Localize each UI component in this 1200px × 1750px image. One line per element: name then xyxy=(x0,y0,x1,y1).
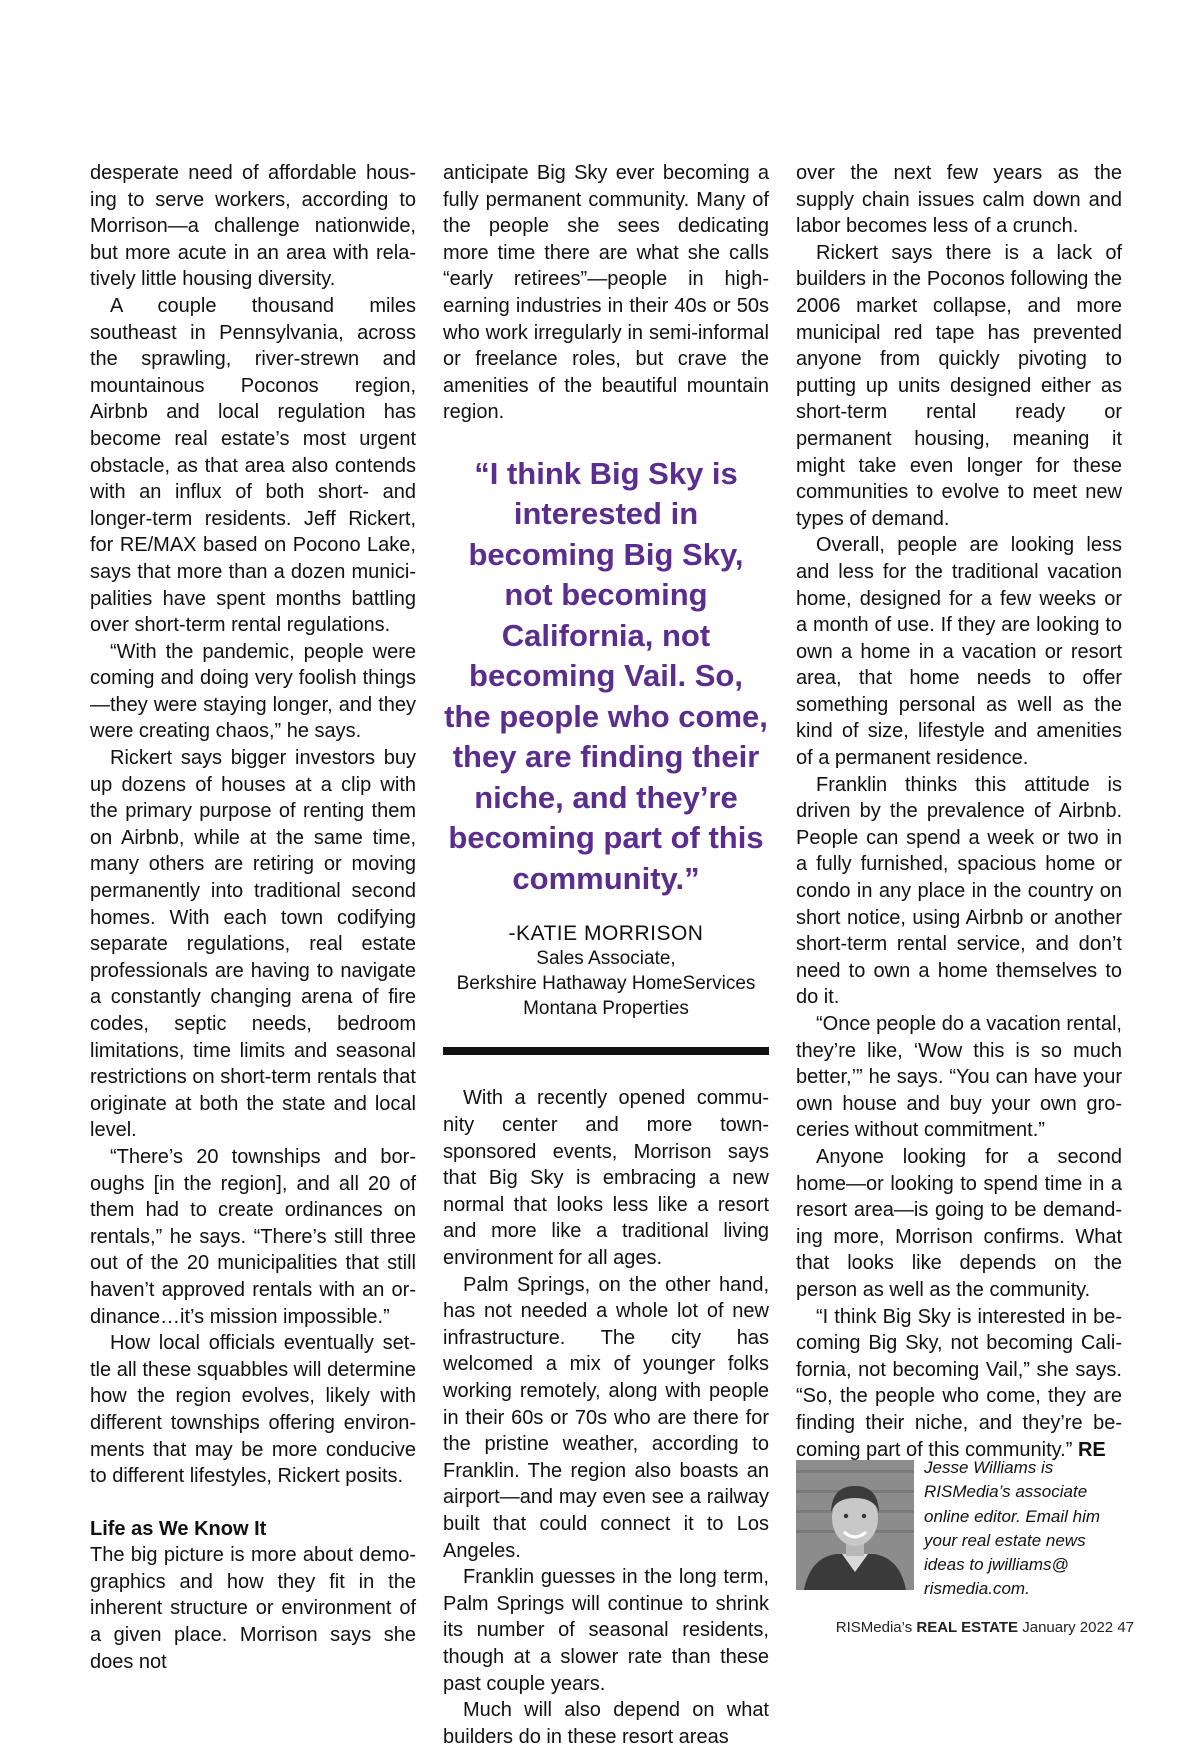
paragraph: desperate need of affordable housing to serve workers, according to Morrison—a challenge nationwide, but more acute in an area with relatively little housing diversity. xyxy=(90,162,416,291)
paragraph: Franklin guesses in the long term, Palm Springs will continue to shrink its number of seasonal residents, though at a slower rate than these past couple years. xyxy=(443,1566,769,1695)
end-mark: RE xyxy=(1077,1438,1106,1461)
paragraph: anticipate Big Sky ever becoming a fully permanent community. Many of the people she sees dedicating more time there are what she calls “early retirees”—people in high-earning industries in their 40s or 50s who work irregularly in semi-informal or freelance roles, but crave the amenities of the beautiful mountain region. xyxy=(443,162,769,424)
paragraph-final xyxy=(796,1304,1122,1464)
paragraph: Rickert says bigger investors buy up dozens of houses at a clip with the primary purpose of renting them on Airbnb, while at the same time, many others are retiring or moving permanently into traditional second homes. With each town codifying separate regulations, real estate professionals are having to navigate a constantly changing arena of fire codes, septic needs, bedroom limitations, time limits and seasonal restrictions on short-term rentals that originate at both the state and local level. xyxy=(90,747,416,1142)
paragraph: “With the pandemic, people were coming and doing very foolish things—they were staying longer, and they were creating chaos,” he says. xyxy=(90,640,416,743)
footer-issue: January 2022 xyxy=(1022,1619,1114,1636)
article-column-1 xyxy=(90,160,416,1675)
paragraph: The big picture is more about demographics and how they fit in the inherent structure or environment of a given place. Morrison says she does not xyxy=(90,1544,416,1673)
attribution-name: -KATIE MORRISON xyxy=(508,922,704,946)
author-photo xyxy=(796,1460,914,1590)
footer-magazine: REAL ESTATE xyxy=(916,1619,1019,1636)
footer-publisher: RISMedia’s xyxy=(835,1619,913,1636)
page-number: 47 xyxy=(1117,1619,1134,1636)
paragraph: With a recently opened community center and more town-sponsored events, Morrison says that Big Sky is embracing a new normal that looks less like a resort and more like a traditional living environment for all ages. xyxy=(443,1087,769,1269)
paragraph: over the next few years as the supply chain issues calm down and labor becomes less of a crunch. xyxy=(796,162,1122,238)
paragraph: Franklin thinks this attitude is driven by the prevalence of Airbnb. People can spend a week or two in a fully furnished, spacious home or condo in any place in the country on short notice, using Airbnb or another short-term rental service, and don’t need to own a home themselves to do it. xyxy=(796,773,1122,1009)
divider-rule xyxy=(443,1047,769,1055)
paragraph: Overall, people are looking less and less for the traditional vacation home, designed for a few weeks or a month of use. If they are looking to own a home in a vacation or resort area, that home needs to offer something personal as well as the kind of size, lifestyle and amenities of a permanent residence. xyxy=(796,534,1122,770)
attribution-office: Montana Properties xyxy=(523,998,689,1020)
paragraph: “Once people do a vacation rental, they’re like, ‘Wow this is so much better,’” he says. “You can have your own house and buy your own groceries without commitment.” xyxy=(796,1013,1122,1142)
paragraph: Rickert says there is a lack of builders in the Poconos following the 2006 market collapse, and more municipal red tape has prevented anyone from quickly pivoting to putting up units designed either as short-term rental ready or permanent housing, meaning it might take even longer for these communities to evolve to meet new types of demand. xyxy=(796,241,1122,530)
page-footer xyxy=(836,1618,1134,1638)
author-bio-text: Jesse Williams is RISMedia’s associate online editor. Email him your real estate news ideas to jwilliams@ rismedia.com. xyxy=(924,1458,1101,1599)
paragraph: How local officials eventually settle all these squabbles will determine how the region evolves, likely with different townships offering environments that may be more conducive to different lifestyles, Rickert posits. xyxy=(90,1332,416,1488)
paragraph: Anyone looking for a second home—or looking to spend time in a resort area—is going to be demanding more, Morrison confirms. What that looks like depends on the person as well as the community. xyxy=(796,1145,1122,1301)
closing-quote-text: “I think Big Sky is interested in becoming Big Sky, not becoming California, not becoming Vail,” she says. “So, the people who come, they are finding their niche, and they’re becoming part of this community.” xyxy=(796,1305,1122,1461)
paragraph: “There’s 20 townships and boroughs [in the region], and all 20 of them had to create ordinances on rentals,” he says. “There’s still three out of the 20 municipalities that still haven’t approved rentals with an ordinance…it’s mission impossible.” xyxy=(90,1145,416,1328)
paragraph: Much will also depend on what builders do in these resort areas xyxy=(443,1699,769,1748)
attribution-company: Berkshire Hathaway HomeServices xyxy=(456,973,756,995)
paragraph: A couple thousand miles southeast in Pennsylvania, across the sprawling, river-strewn and mountainous Poconos region, Airbnb and local regulation has become real estate’s most urgent obstacle, as that area also contends with an influx of both short- and longer-term residents. Jeff Rickert, for RE/MAX based on Pocono Lake, says that more than a dozen municipalities have spent months battling over short-term rental regulations. xyxy=(90,294,416,637)
pull-quote-attribution xyxy=(443,921,769,1021)
pull-quote: “I think Big Sky is interested in becoming Big Sky, not becoming California, not becoming Vail. So, the people who come, they are finding their niche, and they’re becoming part of this community.” xyxy=(444,455,768,896)
article-column-2 xyxy=(443,160,769,1750)
article-column-3 xyxy=(796,160,1122,1463)
section-subhead: Life as We Know It xyxy=(90,1517,267,1540)
paragraph: Palm Springs, on the other hand, has not needed a whole lot of new infrastructure. The city has welcomed a mix of younger folks working remotely, along with people in their 60s or 70s who are there for the pristine weather, according to Franklin. The region also boasts an airport—and may even see a railway built that could connect it to Los Angeles. xyxy=(443,1273,769,1562)
attribution-title: Sales Associate, xyxy=(536,948,676,970)
